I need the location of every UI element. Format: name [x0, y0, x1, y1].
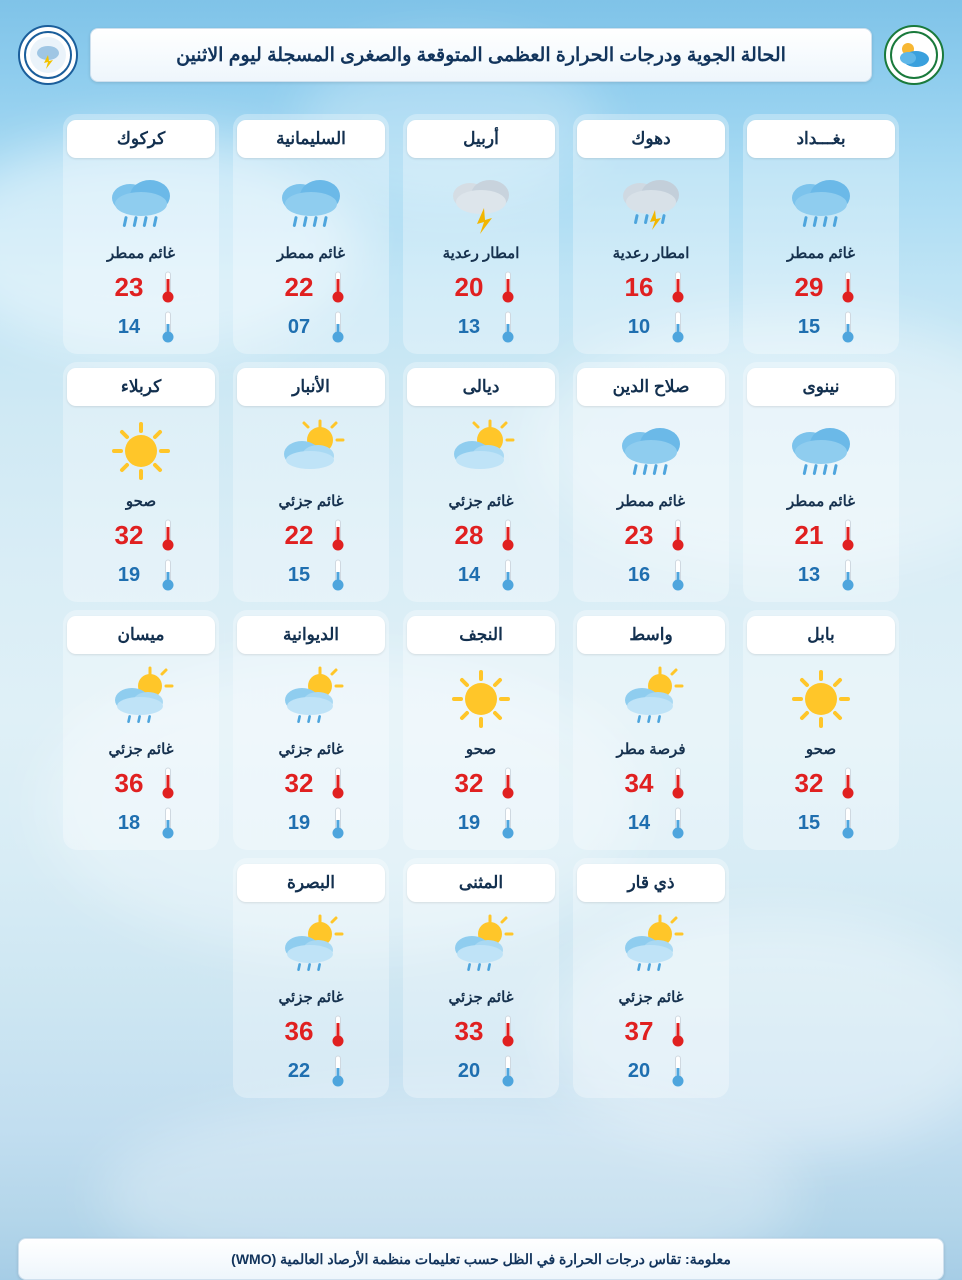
thermometer-hot-icon — [671, 270, 685, 304]
condition-text: غائم ممطر — [616, 493, 686, 510]
city-name: واسط — [577, 616, 725, 654]
partly-cloudy-rain-icon — [100, 660, 182, 738]
min-temp-row — [592, 1054, 710, 1088]
min-temp-row — [252, 310, 370, 344]
condition-text: غائم جزئي — [278, 989, 344, 1006]
max-temp-value: 37 — [624, 1015, 654, 1046]
max-temp-value: 33 — [454, 1015, 484, 1046]
min-temp-row — [422, 310, 540, 344]
min-temp-row — [422, 1054, 540, 1088]
city-card[interactable] — [403, 610, 559, 850]
max-temp-row — [252, 1014, 370, 1048]
thermometer-cold-icon — [841, 558, 855, 592]
condition-text: صحو — [805, 741, 837, 758]
city-name: البصرة — [237, 864, 385, 902]
city-card[interactable] — [233, 610, 389, 850]
max-temp-value: 23 — [114, 271, 144, 302]
min-temp-value: 15 — [797, 315, 821, 338]
rain-cloud-icon — [270, 164, 352, 242]
footer-note-bar — [18, 1238, 944, 1280]
min-temp-value: 14 — [627, 811, 651, 834]
max-temp-row — [82, 518, 200, 552]
thermometer-cold-icon — [501, 806, 515, 840]
thermometer-hot-icon — [841, 766, 855, 800]
min-temp-value: 19 — [117, 563, 141, 586]
min-temp-row — [82, 558, 200, 592]
condition-text: غائم ممطر — [106, 245, 176, 262]
min-temp-value: 15 — [287, 563, 311, 586]
rain-cloud-icon — [780, 412, 862, 490]
city-card[interactable] — [403, 114, 559, 354]
partly-cloudy-icon — [440, 412, 522, 490]
rain-cloud-icon — [610, 412, 692, 490]
thermometer-hot-icon — [501, 270, 515, 304]
city-card[interactable] — [233, 114, 389, 354]
max-temp-row — [762, 270, 880, 304]
thermometer-cold-icon — [841, 806, 855, 840]
header — [18, 14, 944, 96]
min-temp-row — [82, 310, 200, 344]
city-name: أربيل — [407, 120, 555, 158]
rain-cloud-icon — [780, 164, 862, 242]
min-temp-value: 18 — [117, 811, 141, 834]
thermometer-hot-icon — [161, 270, 175, 304]
partly-cloudy-icon — [270, 412, 352, 490]
city-card[interactable] — [573, 610, 729, 850]
max-temp-value: 22 — [284, 271, 314, 302]
condition-text: امطار رعدية — [612, 245, 690, 262]
max-temp-value: 36 — [284, 1015, 314, 1046]
city-card[interactable] — [63, 362, 219, 602]
city-card[interactable] — [63, 610, 219, 850]
condition-text: غائم جزئي — [108, 741, 174, 758]
max-temp-row — [82, 766, 200, 800]
max-temp-value: 21 — [794, 519, 824, 550]
max-temp-row — [252, 766, 370, 800]
city-name: الديوانية — [237, 616, 385, 654]
city-card[interactable] — [573, 362, 729, 602]
min-temp-row — [422, 806, 540, 840]
thermometer-hot-icon — [161, 518, 175, 552]
footer-note: معلومة: تقاس درجات الحرارة في الظل حسب تعليمات منظمة الأرصاد العالمية (WMO) — [231, 1250, 731, 1267]
forecast-row — [12, 858, 950, 1098]
min-temp-value: 14 — [117, 315, 141, 338]
min-temp-row — [252, 806, 370, 840]
max-temp-value: 16 — [624, 271, 654, 302]
thermometer-cold-icon — [501, 558, 515, 592]
min-temp-value: 19 — [287, 811, 311, 834]
page-title-bar — [90, 28, 872, 82]
city-name: الأنبار — [237, 368, 385, 406]
city-card[interactable] — [743, 114, 899, 354]
min-temp-row — [592, 558, 710, 592]
city-name: نينوى — [747, 368, 895, 406]
max-temp-value: 32 — [454, 767, 484, 798]
min-temp-value: 15 — [797, 811, 821, 834]
max-temp-value: 23 — [624, 519, 654, 550]
condition-text: فرصة مطر — [616, 741, 686, 758]
condition-text: صحو — [125, 493, 157, 510]
thermometer-cold-icon — [331, 806, 345, 840]
max-temp-value: 28 — [454, 519, 484, 550]
thunder-rain-cloud-icon — [610, 164, 692, 242]
min-temp-row — [762, 806, 880, 840]
condition-text: غائم جزئي — [278, 741, 344, 758]
weather-cloud-sun-logo — [884, 25, 944, 85]
city-card[interactable] — [403, 362, 559, 602]
thermometer-cold-icon — [161, 806, 175, 840]
sun-icon — [440, 660, 522, 738]
min-temp-value: 22 — [287, 1059, 311, 1082]
min-temp-row — [592, 310, 710, 344]
thermometer-hot-icon — [671, 766, 685, 800]
min-temp-row — [82, 806, 200, 840]
min-temp-value: 13 — [797, 563, 821, 586]
max-temp-row — [252, 518, 370, 552]
min-temp-value: 20 — [457, 1059, 481, 1082]
max-temp-value: 36 — [114, 767, 144, 798]
partly-cloudy-rain-icon — [440, 908, 522, 986]
condition-text: غائم ممطر — [276, 245, 346, 262]
thermometer-cold-icon — [161, 558, 175, 592]
max-temp-value: 20 — [454, 271, 484, 302]
thermometer-hot-icon — [331, 518, 345, 552]
max-temp-value: 32 — [114, 519, 144, 550]
thermometer-hot-icon — [671, 518, 685, 552]
thermometer-cold-icon — [671, 806, 685, 840]
sun-icon — [100, 412, 182, 490]
partly-cloudy-rain-icon — [270, 908, 352, 986]
partly-cloudy-rain-icon — [610, 660, 692, 738]
max-temp-value: 34 — [624, 767, 654, 798]
city-name: كربلاء — [67, 368, 215, 406]
thermometer-hot-icon — [841, 270, 855, 304]
max-temp-row — [252, 270, 370, 304]
max-temp-row — [422, 270, 540, 304]
thermometer-cold-icon — [671, 1054, 685, 1088]
forecast-row — [12, 362, 950, 602]
min-temp-row — [762, 558, 880, 592]
max-temp-row — [592, 766, 710, 800]
forecast-row — [12, 114, 950, 354]
min-temp-row — [592, 806, 710, 840]
min-temp-value: 13 — [457, 315, 481, 338]
thermometer-hot-icon — [501, 1014, 515, 1048]
condition-text: غائم جزئي — [618, 989, 684, 1006]
condition-text: غائم ممطر — [786, 245, 856, 262]
thermometer-hot-icon — [501, 766, 515, 800]
condition-text: غائم جزئي — [448, 989, 514, 1006]
city-card[interactable] — [233, 858, 389, 1098]
max-temp-row — [592, 518, 710, 552]
city-name: بغـــداد — [747, 120, 895, 158]
max-temp-row — [422, 518, 540, 552]
min-temp-value: 16 — [627, 563, 651, 586]
rain-cloud-icon — [100, 164, 182, 242]
max-temp-row — [592, 270, 710, 304]
meteorology-authority-logo — [18, 25, 78, 85]
condition-text: غائم جزئي — [448, 493, 514, 510]
city-card[interactable] — [63, 114, 219, 354]
city-name: دهوك — [577, 120, 725, 158]
city-name: ميسان — [67, 616, 215, 654]
condition-text: غائم ممطر — [786, 493, 856, 510]
max-temp-value: 32 — [794, 767, 824, 798]
page-title: الحالة الجوية ودرجات الحرارة العظمى المتوقعة والصغرى المسجلة ليوم الاثنين — [176, 44, 786, 66]
min-temp-row — [762, 310, 880, 344]
city-card[interactable] — [233, 362, 389, 602]
condition-text: صحو — [465, 741, 497, 758]
condition-text: امطار رعدية — [442, 245, 520, 262]
min-temp-value: 14 — [457, 563, 481, 586]
thermometer-cold-icon — [501, 1054, 515, 1088]
thermometer-hot-icon — [841, 518, 855, 552]
max-temp-row — [762, 766, 880, 800]
thermometer-cold-icon — [841, 310, 855, 344]
max-temp-row — [82, 270, 200, 304]
city-name: كركوك — [67, 120, 215, 158]
min-temp-row — [252, 558, 370, 592]
thunder-cloud-icon — [440, 164, 522, 242]
min-temp-value: 19 — [457, 811, 481, 834]
city-card[interactable] — [573, 858, 729, 1098]
city-name: ديالى — [407, 368, 555, 406]
condition-text: غائم جزئي — [278, 493, 344, 510]
min-temp-row — [422, 558, 540, 592]
thermometer-cold-icon — [501, 310, 515, 344]
city-card[interactable] — [743, 362, 899, 602]
city-name: المثنى — [407, 864, 555, 902]
partly-cloudy-rain-icon — [270, 660, 352, 738]
min-temp-row — [252, 1054, 370, 1088]
partly-cloudy-rain-icon — [610, 908, 692, 986]
thermometer-cold-icon — [331, 310, 345, 344]
max-temp-row — [422, 1014, 540, 1048]
city-name: ذي قار — [577, 864, 725, 902]
city-card[interactable] — [573, 114, 729, 354]
thermometer-hot-icon — [331, 1014, 345, 1048]
max-temp-value: 22 — [284, 519, 314, 550]
thermometer-hot-icon — [161, 766, 175, 800]
min-temp-value: 07 — [287, 315, 311, 338]
forecast-grid — [12, 114, 950, 1098]
sun-icon — [780, 660, 862, 738]
city-name: صلاح الدين — [577, 368, 725, 406]
max-temp-row — [422, 766, 540, 800]
thermometer-hot-icon — [331, 766, 345, 800]
min-temp-value: 20 — [627, 1059, 651, 1082]
weather-forecast-page — [0, 14, 962, 1280]
min-temp-value: 10 — [627, 315, 651, 338]
thermometer-hot-icon — [331, 270, 345, 304]
thermometer-cold-icon — [331, 558, 345, 592]
city-card[interactable] — [403, 858, 559, 1098]
max-temp-row — [592, 1014, 710, 1048]
thermometer-hot-icon — [501, 518, 515, 552]
city-card[interactable] — [743, 610, 899, 850]
city-name: النجف — [407, 616, 555, 654]
thermometer-cold-icon — [161, 310, 175, 344]
thermometer-cold-icon — [671, 558, 685, 592]
max-temp-row — [762, 518, 880, 552]
thermometer-cold-icon — [331, 1054, 345, 1088]
thermometer-hot-icon — [671, 1014, 685, 1048]
city-name: بابل — [747, 616, 895, 654]
forecast-row — [12, 610, 950, 850]
max-temp-value: 32 — [284, 767, 314, 798]
max-temp-value: 29 — [794, 271, 824, 302]
thermometer-cold-icon — [671, 310, 685, 344]
city-name: السليمانية — [237, 120, 385, 158]
